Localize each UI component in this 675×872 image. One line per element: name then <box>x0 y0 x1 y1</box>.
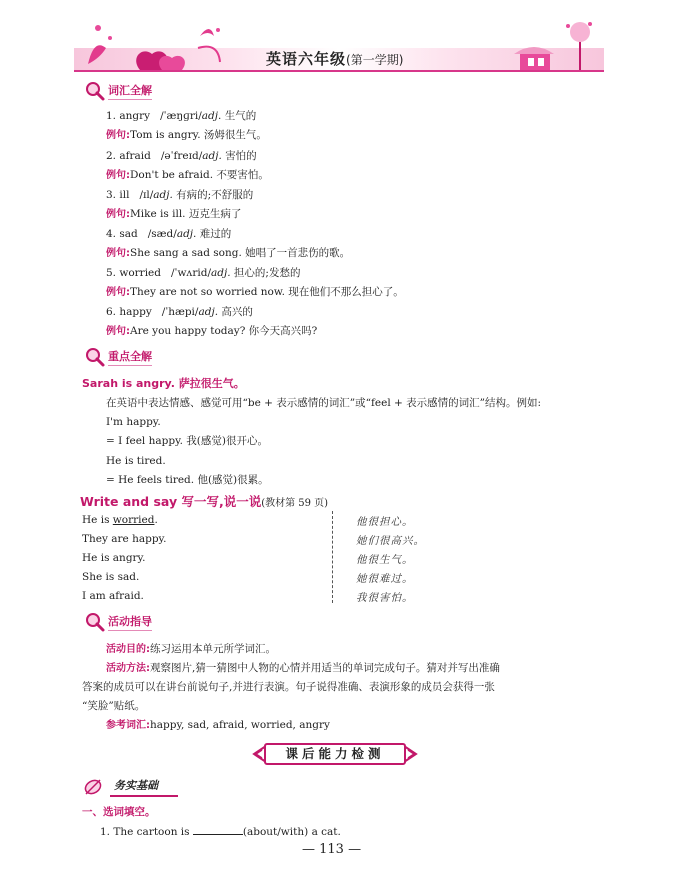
banner-title: 课后能力检测 <box>264 743 406 765</box>
answer-left: I am afraid. <box>82 590 144 602</box>
vocab-meaning: 害怕的 <box>225 150 257 162</box>
activity-method-text: “笑脸”贴纸。 <box>82 700 146 712</box>
example-label: 例句: <box>106 130 130 141</box>
vocab-phonetic: /ˈwʌrid/ <box>171 267 211 279</box>
decorative-house-icon <box>494 18 604 72</box>
vocab-pos: adj. <box>176 228 197 240</box>
answer-right: 他很担心。 <box>356 516 414 528</box>
book-title <box>266 48 403 69</box>
example-sentence: Mike is ill. 迈克生病了 <box>130 208 242 220</box>
answer-underlined-word: worried <box>112 514 155 526</box>
vocab-meaning: 有病的;不舒服的 <box>176 189 254 201</box>
answer-left: She is sad. <box>82 571 140 583</box>
vocab-example <box>106 207 241 222</box>
example-label: 例句: <box>106 287 130 298</box>
activity-goal-text: 练习运用本单元所学词汇。 <box>150 643 276 655</box>
example-sentence: Don't be afraid. 不要害怕。 <box>130 169 269 181</box>
answer-left: They are happy. <box>82 533 167 545</box>
activity-reference-words <box>106 718 330 733</box>
leaf-swirl-icon <box>82 776 104 798</box>
exercise-section-title: 一、选词填空。 <box>82 806 156 818</box>
example-sentence: Tom is angry. 汤姆很生气。 <box>130 129 267 141</box>
vocab-entry <box>106 109 256 123</box>
answer-right: 他很生气。 <box>356 554 414 566</box>
vocab-meaning: 担心的;发愁的 <box>233 267 301 279</box>
activity-method <box>106 661 500 676</box>
magnifier-icon <box>84 611 106 633</box>
key-point-explanation: 在英语中表达情感、感觉可用“be + 表示感情的词汇”或“feel + 表示感情的词汇”结构。例如: <box>106 397 542 409</box>
section-heading-vocabulary <box>84 80 152 102</box>
after-class-banner <box>250 740 420 768</box>
page-header <box>74 18 604 74</box>
decorative-hearts-icon <box>80 18 230 72</box>
section-title: 重点全解 <box>108 348 152 366</box>
magnifier-icon <box>84 346 106 368</box>
section-title: 词汇全解 <box>108 82 152 100</box>
section-title: 活动指导 <box>108 613 152 631</box>
vocab-example <box>106 246 350 261</box>
vocab-entry <box>106 188 253 202</box>
question-options: (about/with) a cat. <box>242 826 341 838</box>
vocab-phonetic: /ˈhæpi/ <box>161 306 199 318</box>
section-heading-activity <box>84 611 152 633</box>
example-label: 例句: <box>106 170 130 181</box>
vocab-phonetic: /sæd/ <box>147 228 177 240</box>
vocab-meaning: 生气的 <box>224 110 257 122</box>
vocab-meaning: 高兴的 <box>221 306 253 318</box>
foundation-title: 务实基础 <box>110 777 178 797</box>
vocab-word: 2. afraid <box>106 150 151 162</box>
example-line: = He feels tired. 他(感觉)很累。 <box>106 474 269 486</box>
answer-left <box>82 514 158 526</box>
answer-text: He is <box>82 514 113 526</box>
vocab-example <box>106 324 317 339</box>
vocab-word: 5. worried <box>106 267 161 279</box>
foundation-heading <box>82 775 178 799</box>
vocab-pos: adj. <box>211 267 231 279</box>
vocab-pos: adj. <box>198 306 219 318</box>
vocab-word: 6. happy <box>106 306 152 318</box>
magnifier-icon <box>84 80 106 102</box>
activity-goal <box>106 642 276 657</box>
example-sentence: Are you happy today? 你今天高兴吗? <box>130 325 318 337</box>
vocab-phonetic: /ˈæŋɡri/ <box>160 110 202 122</box>
example-sentence: She sang a sad song. 她唱了一首悲伤的歌。 <box>130 247 351 259</box>
key-point-title: Sarah is angry. 萨拉很生气。 <box>82 377 245 390</box>
activity-method-text: 观察图片,猜一猜图中人物的心情并用适当的单词完成句子。猜对并写出准确 <box>150 662 500 674</box>
example-label: 例句: <box>106 248 130 259</box>
activity-method-label: 活动方法: <box>106 663 150 674</box>
question-text: 1. The cartoon is <box>100 826 193 838</box>
textbook-page-note: (教材第 59 页) <box>261 498 329 509</box>
answer-right: 我很害怕。 <box>356 592 414 604</box>
activity-goal-label: 活动目的: <box>106 644 150 655</box>
vocab-word: 3. ill <box>106 189 130 201</box>
vocab-pos: adj. <box>201 110 222 122</box>
reference-label: 参考词汇: <box>106 720 150 731</box>
vocab-phonetic: /ɪl/ <box>139 189 154 201</box>
vocab-pos: adj. <box>202 150 222 162</box>
exercise-question <box>100 825 341 839</box>
answer-blank[interactable] <box>193 825 243 835</box>
example-line: I'm happy. <box>106 416 161 428</box>
example-sentence: They are not so worried now. 现在他们不那么担心了。 <box>130 286 404 298</box>
vocab-entry <box>106 227 231 241</box>
vocab-example <box>106 168 269 183</box>
vocab-example <box>106 285 404 300</box>
section-heading-key-points <box>84 346 152 368</box>
page-number: — 113 — <box>302 842 362 857</box>
banner-right-ornament-icon <box>404 744 420 764</box>
vocab-word: 1. angry <box>106 110 151 122</box>
answer-punct: . <box>154 514 158 526</box>
vocab-entry <box>106 266 300 280</box>
vocab-phonetic: /əˈfreɪd/ <box>160 150 203 162</box>
example-label: 例句: <box>106 326 130 337</box>
vocab-pos: adj. <box>153 189 173 201</box>
vocab-example <box>106 128 267 143</box>
activity-method-text: 答案的成员可以在讲台前说句子,并进行表演。句子说得准确、表演形象的成员会获得一张 <box>82 681 495 693</box>
vocab-word: 4. sad <box>106 228 138 240</box>
vocab-entry <box>106 149 257 163</box>
write-and-say-heading: Write and say 写一写,说一说 <box>80 494 262 509</box>
answer-right: 她们很高兴。 <box>356 535 425 547</box>
book-subtitle: (第一学期) <box>346 53 404 67</box>
vocab-meaning: 难过的 <box>199 228 232 240</box>
example-line: = I feel happy. 我(感觉)很开心。 <box>106 435 269 447</box>
vocab-entry <box>106 305 253 319</box>
book-title-text: 英语六年级 <box>266 50 347 68</box>
answer-left: He is angry. <box>82 552 146 564</box>
write-and-say-title <box>80 492 328 510</box>
answer-right: 她很难过。 <box>356 573 414 585</box>
reference-words: happy, sad, afraid, worried, angry <box>150 719 330 731</box>
example-label: 例句: <box>106 209 130 220</box>
column-divider <box>332 511 333 603</box>
example-line: He is tired. <box>106 455 166 467</box>
